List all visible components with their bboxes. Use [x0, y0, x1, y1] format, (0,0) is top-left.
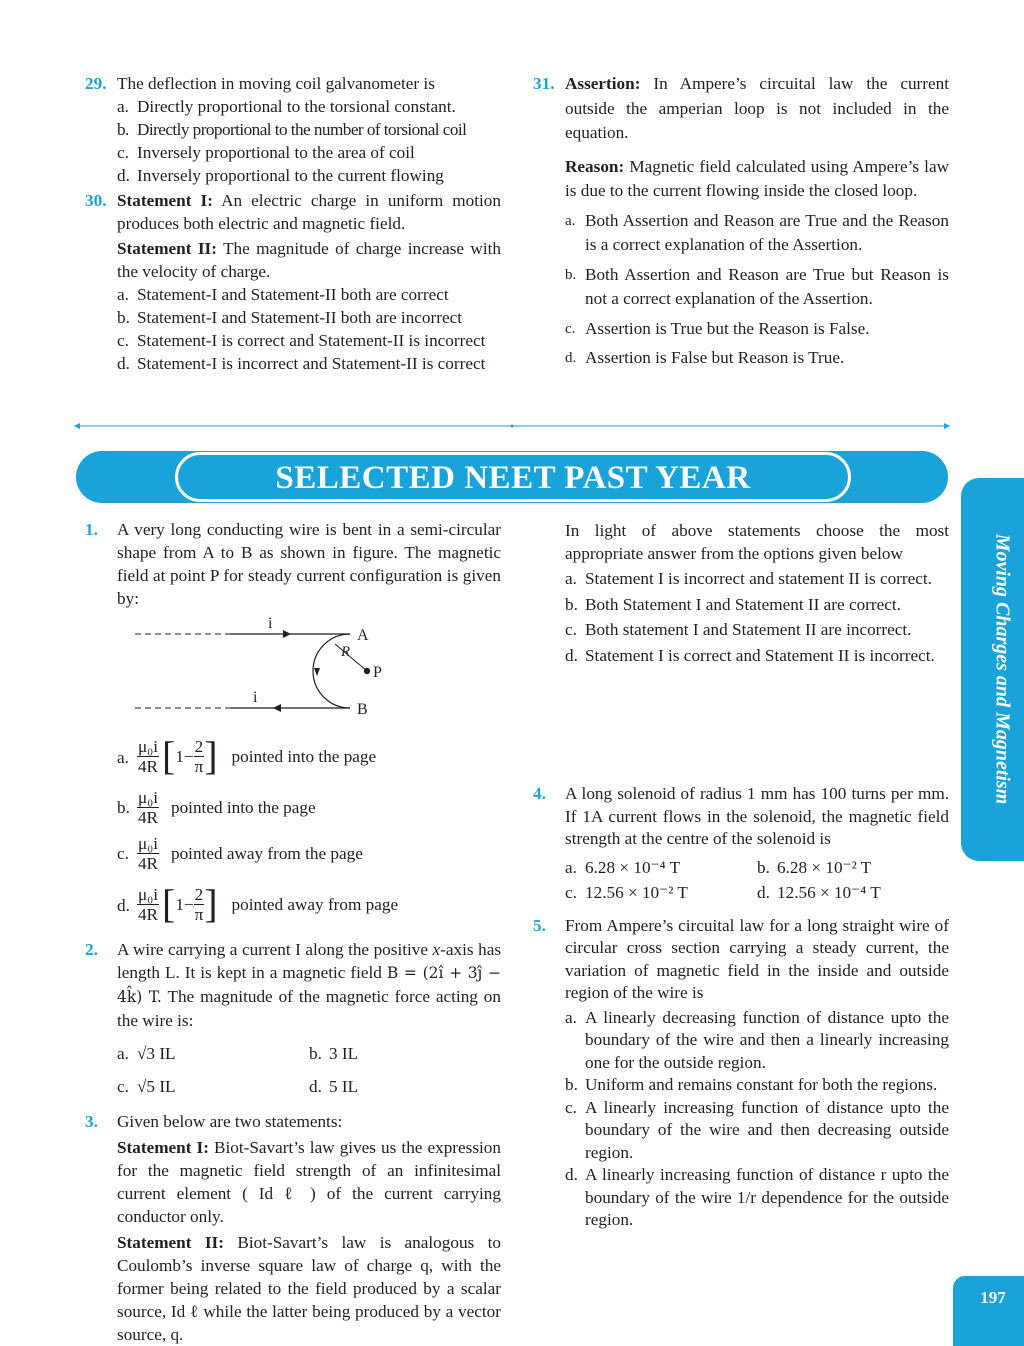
question-31	[533, 72, 949, 371]
assertion: Assertion: In Ampere’s circuital law the current outside the amperian loop is not included in the equation.	[565, 74, 949, 142]
statement-1: Statement I: Biot-Savart’s law gives us the expression for the magnetic field strength of an infinitesimal current element ( Id ℓ ) of the current carrying conductor only.	[117, 1138, 501, 1226]
statement-2: Statement II: The magnitude of charge increase with the velocity of charge.	[117, 239, 501, 281]
question-number: 30.	[85, 191, 107, 210]
question-3	[85, 1110, 501, 1346]
question-stem: A long solenoid of radius 1 mm has 100 turns per mm. If 1A current flows in the solenoid, the magnetic field strength at the centre of the solenoid is	[565, 784, 949, 848]
statement-1: Statement I: An electric charge in uniform motion produces both electric and magnetic field.	[117, 191, 501, 233]
option-d[interactable]: d. Statement-I is incorrect and Statement-II is correct	[117, 354, 486, 373]
option-b[interactable]: b. 6.28 × 10⁻² T	[757, 857, 872, 877]
point-B-label: B	[357, 701, 368, 718]
option-d[interactable]: d. Inversely proportional to the current flowing	[117, 166, 444, 185]
options-grid	[565, 882, 949, 905]
option-a[interactable]: a. 6.28 × 10⁻⁴ T	[565, 857, 681, 877]
section-title: SELECTED NEET PAST YEAR QUESTIONS	[275, 460, 751, 548]
point-P-label: P	[373, 664, 382, 681]
option-c[interactable]: c. √5 IL	[117, 1077, 176, 1096]
option-a[interactable]: a. A linearly decreasing function of distance upto the boundary of the wire and then a linearly increasing one for the outside region.	[565, 1007, 949, 1072]
option-b[interactable]: b. Uniform and remains constant for both the regions.	[565, 1075, 938, 1094]
question-number: 29.	[85, 74, 107, 93]
left-column-top	[85, 72, 501, 375]
option-b[interactable]: b. 3 IL	[309, 1044, 359, 1063]
question-number: 4.	[533, 784, 546, 803]
question-stem: A very long conducting wire is bent in a semi-circular shape from A to B as shown in figure. The magnetic field at point P for steady current configuration is given by:	[117, 520, 501, 608]
question-2	[85, 938, 501, 1098]
option-c[interactable]: c. Inversely proportional to the area of coil	[117, 143, 415, 162]
question-4	[533, 783, 949, 905]
option-a[interactable]: a. Both Assertion and Reason are True and the Reason is a correct explanation of the Assertion.	[565, 210, 949, 254]
question-number: 1.	[85, 520, 98, 539]
reason: Reason: Magnetic field calculated using Ampere’s law is due to the current flowing inside the closed loop.	[565, 156, 949, 200]
question-3-continued	[565, 520, 949, 667]
current-label-bottom: i	[253, 689, 258, 706]
option-d[interactable]: d. 5 IL	[309, 1077, 359, 1096]
coefficient: $\frac{\text{μ₀i}}{4R}$	[137, 736, 159, 776]
point-A-label: A	[357, 627, 369, 644]
option-a[interactable]: a. Statement I is incorrect and statement II is correct.	[565, 569, 932, 588]
question-stem: From Ampere’s circuital law for a long straight wire of circular cross section carrying a steady current, the variation of magnetic field in the inside and outside region of the wire is	[565, 915, 949, 1002]
question-number: 2.	[85, 940, 98, 959]
option-d[interactable]: d. Statement I is correct and Statement II is incorrect.	[565, 645, 935, 665]
section-divider	[74, 420, 950, 432]
question-stem: Given below are two statements:	[117, 1112, 343, 1131]
option-c[interactable]: c. Statement-I is correct and Statement-II is incorrect	[117, 331, 486, 350]
right-column-neet	[565, 518, 949, 667]
option-c[interactable]: c. Assertion is True but the Reason is False.	[565, 318, 870, 338]
field-vector: B = (2î + 3ĵ − 4k̂) T.	[117, 964, 501, 1006]
option-a[interactable]: a. Statement-I and Statement-II both are correct	[117, 285, 449, 304]
question-prompt: In light of above statements choose the most appropriate answer from the options given below	[565, 521, 949, 563]
option-a[interactable]: a. √3 IL	[117, 1044, 176, 1063]
question-number: 31.	[533, 74, 555, 93]
option-b[interactable]: b. $\frac{\text{μ₀i}}{4R}$ pointed into the page	[117, 787, 316, 827]
question-5	[533, 915, 949, 1232]
left-column-neet	[85, 518, 501, 1346]
right-column-neet-lower	[533, 783, 949, 1232]
option-d[interactable]: d. 12.56 × 10⁻⁴ T	[757, 883, 881, 902]
option-b[interactable]: b. Directly proportional to the number of torsional coil	[117, 120, 467, 139]
current-label-top: i	[268, 616, 273, 632]
option-d[interactable]: d. $\frac{\text{μ₀i}}{4R}$ [ 1− $\frac{2}{\pi}$ ] pointed away from page	[117, 881, 399, 926]
statement-2: Statement II: Biot-Savart’s law is analogous to Coulomb’s inverse square law of charge q, with the former being related to the field produced by a scalar source, Id ℓ while the latter being produced by a vector source, q.	[117, 1233, 502, 1344]
options-grid	[565, 857, 949, 880]
option-a[interactable]: a. $\frac{\text{μ₀i}}{4R}$ [ 1− $\frac{2}{\pi}$ ] pointed into the page	[117, 733, 377, 778]
question-number: 5.	[533, 915, 546, 935]
question-stem: A wire carrying a current I along the positive x-axis has length L. It is kept in a magnetic field B = (2î + 3ĵ − 4k̂) T. The magnitude of the magnetic force acting on the wire is:	[117, 940, 502, 1030]
question-stem: The deflection in moving coil galvanometer is	[117, 74, 435, 93]
radius-label: R	[341, 644, 351, 660]
option-b[interactable]: b. Statement-I and Statement-II both are incorrect	[117, 308, 462, 327]
question-number: 3.	[85, 1112, 98, 1131]
page-number: 197	[953, 1276, 1024, 1346]
option-a[interactable]: a. Directly proportional to the torsional constant.	[117, 97, 456, 116]
option-c[interactable]: c. A linearly increasing function of distance upto the boundary of the wire and then decreasing outside region.	[565, 1097, 949, 1162]
options-grid	[117, 1075, 501, 1098]
option-d[interactable]: d. Assertion is False but Reason is True.	[565, 348, 845, 367]
question-30	[85, 189, 501, 375]
question-29	[85, 72, 501, 187]
option-c[interactable]: c. Both statement I and Statement II are incorrect.	[565, 620, 912, 639]
options-grid	[117, 1042, 501, 1065]
option-c[interactable]: c. $\frac{\text{μ₀i}}{4R}$ pointed away from the page	[117, 833, 363, 873]
option-b[interactable]: b. Both Statement I and Statement II are correct.	[565, 594, 901, 614]
wire-diagram	[135, 616, 435, 726]
chapter-title: Moving Charges and Magnetism	[991, 533, 1014, 805]
option-c[interactable]: c. 12.56 × 10⁻² T	[565, 883, 688, 902]
option-b[interactable]: b. Both Assertion and Reason are True but Reason is not a correct explanation of the Assertion.	[565, 264, 949, 308]
option-d[interactable]: d. A linearly increasing function of distance r upto the boundary of the wire 1/r dependence for the outside region.	[565, 1165, 949, 1229]
right-column-top	[533, 72, 949, 371]
question-1	[85, 518, 501, 932]
